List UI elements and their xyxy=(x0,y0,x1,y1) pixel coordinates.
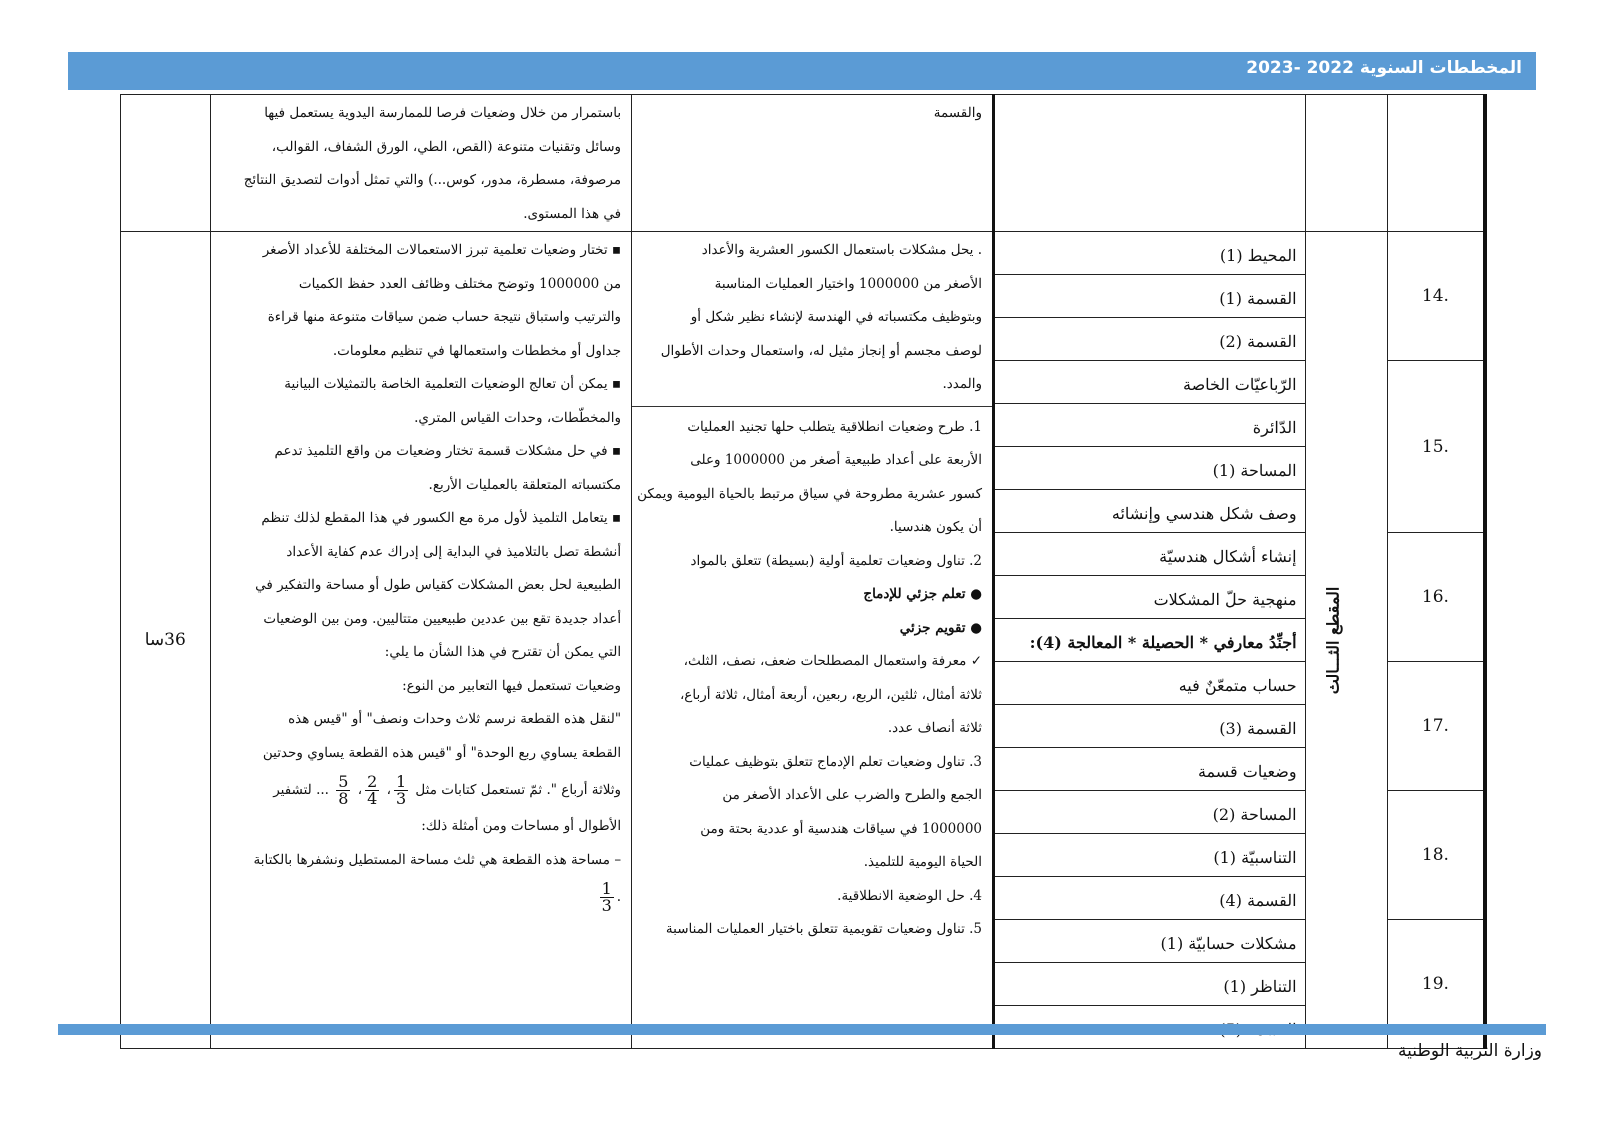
note-line: ▪ يتعامل التلميذ لأول مرة مع الكسور في هذا المقطع لذلك تنظم xyxy=(219,502,622,536)
lesson-title: القسمة (4) xyxy=(994,877,1306,920)
note-line: أعداد جديدة تقع بين عددين طبيعيين متتاليين. ومن بين الوضعيات xyxy=(263,610,622,627)
note-line: التي يمكن أن تقترح في هذا الشأن ما يلي: xyxy=(384,644,622,660)
note-line: الطبيعية لحل بعض المشكلات كقياس طول أو مساحة والتفكير في xyxy=(255,577,622,593)
lesson-title: مشكلات حسابيّة (1) xyxy=(994,920,1306,963)
continuation-row xyxy=(121,95,1486,232)
note-line: الأطوال أو مساحات ومن أمثلة ذلك: xyxy=(421,818,622,834)
note-text: ... لتشفير xyxy=(273,782,329,798)
activity-line: 1000000 في سياقات هندسية أو عددية بحتة ومن xyxy=(700,820,983,837)
header-title: المخططات السنوية 2022 -2023 xyxy=(1246,58,1522,78)
note-line: من 1000000 وتوضح مختلف وظائف العدد حفظ الكميات xyxy=(298,275,622,292)
note-line: مرصوفة، مسطرة، مدور، كوس...) والتي تمثل أدوات لتصديق النتائج xyxy=(243,172,622,188)
fraction-denominator: 3 xyxy=(395,789,407,808)
segment-label-cell xyxy=(1305,232,1387,1049)
week-number: 16. xyxy=(1387,533,1485,662)
lesson-title: المساحة (1) xyxy=(994,447,1306,490)
note-line: أنشطة تصل بالتلاميذ في البداية إلى إدراك عدم كفاية الأعداد xyxy=(286,543,622,560)
notes-cell xyxy=(210,232,632,1049)
duration: 36سا xyxy=(121,232,211,1049)
lesson-cell-empty xyxy=(994,95,1306,232)
note-line: القطعة يساوي ربع الوحدة" أو "قيس هذه القطعة يساوي وحدتين xyxy=(262,744,622,761)
note-line: ▪ تختار وضعيات تعلمية تبرز الاستعمالات المختلفة للأعداد الأصغر xyxy=(219,234,622,268)
fraction-denominator: 3 xyxy=(601,896,612,915)
activity-line: 5. تناول وضعيات تقويمية تتعلق باختيار العمليات المناسبة xyxy=(665,921,983,937)
annual-plan-table xyxy=(120,94,1487,1049)
lesson-title: حساب متمعّنٌ فيه xyxy=(994,662,1306,705)
fraction-numerator: 5 xyxy=(338,772,349,791)
activities-cell xyxy=(632,232,994,1049)
activity-line: الحياة اليومية للتلميذ. xyxy=(863,854,983,870)
duration-cell-empty xyxy=(121,95,211,232)
segment-label: المقطع الثـــالث xyxy=(1323,586,1343,694)
terms-line: ثلاثة أمثال، ثلثين، الربع، ربعين، أربعة أمثال، ثلاثة أرباع، xyxy=(679,686,983,703)
fraction xyxy=(365,774,379,807)
fraction-numerator: 1 xyxy=(395,772,407,791)
week-number: 14. xyxy=(1387,232,1485,361)
activity-line: 4. حل الوضعية الانطلاقية. xyxy=(837,887,983,904)
week-number: 15. xyxy=(1387,361,1485,533)
activity-line: 1. طرح وضعيات انطلاقية يتطلب حلها تجنيد العمليات xyxy=(687,418,983,435)
competency-line: لوصف مجسم أو إنجاز مثيل له، واستعمال وحدات الأطوال xyxy=(660,342,983,359)
lesson-title: أجنِّدُ معارفي * الحصيلة * المعالجة (4): xyxy=(994,619,1306,662)
fraction-denominator: 4 xyxy=(367,789,378,808)
lesson-title: وضعيات قسمة xyxy=(994,748,1306,791)
lesson-title: وصف شكل هندسي وإنشائه xyxy=(994,490,1306,533)
note-line: والمخطّطات، وحدات القياس المتري. xyxy=(414,409,622,426)
week-number: 19. xyxy=(1387,920,1485,1049)
note-line: ▪ في حل مشكلات قسمة تختار وضعيات من واقع التلميذ تدعم xyxy=(219,435,622,469)
competency-line: الأصغر من 1000000 واختيار العمليات المناسبة xyxy=(714,275,983,292)
lesson-row xyxy=(121,232,1486,275)
lesson-title: منهجية حلّ المشكلات xyxy=(994,576,1306,619)
footer-bar xyxy=(58,1024,1546,1035)
fraction xyxy=(336,774,350,807)
notes-continuation-cell xyxy=(210,95,632,232)
note-text: وثلاثة أرباع ". ثمّ تستعمل كتابات مثل xyxy=(415,782,622,798)
fraction-line: وثلاثة أرباع ". ثمّ تستعمل كتابات مثل $\frac{1}{3}$ ، $\frac{2}{4}$ ، $\frac{5}{8}$ ... لتشفير xyxy=(273,772,622,808)
lesson-title: المساحة (2) xyxy=(994,791,1306,834)
lesson-title: التناظر (1) xyxy=(994,963,1306,1006)
note-line: والترتيب واستباق نتيجة حساب ضمن سياقات متنوعة منها قراءة xyxy=(267,309,622,325)
note-line: "لنقل هذه القطعة نرسم ثلاث وحدات ونصف" أو "قيس هذه xyxy=(288,711,622,727)
week-number: 18. xyxy=(1387,791,1485,920)
activity-line: 2. تناول وضعيات تعلمية أولية (بسيطة) تتعلق بالمواد xyxy=(690,552,983,569)
activity-line: كسور عشرية مطروحة في سياق مرتبط بالحياة اليومية ويمكن xyxy=(637,485,983,502)
fraction xyxy=(394,774,408,807)
note-line: وسائل وتقنيات متنوعة (القص، الطي، الورق الشفاف، القوالب، xyxy=(271,138,622,155)
lesson-title: الرّباعيّات الخاصة xyxy=(994,361,1306,404)
note-line: وضعيات تستعمل فيها التعابير من النوع: xyxy=(402,677,622,694)
activity-line: أن يكون هندسيا. xyxy=(889,519,983,535)
activity-line: 3. تناول وضعيات تعلم الإدماج تتعلق بتوظيف عمليات xyxy=(689,753,983,770)
header-bar xyxy=(68,52,1536,90)
note-line: – مساحة هذه القطعة هي ثلث مساحة المستطيل ونشفرها بالكتابة xyxy=(253,851,622,868)
week-cell-empty xyxy=(1387,95,1485,232)
note-line: ▪ يمكن أن تعالج الوضعيات التعلمية الخاصة بالتمثيلات البيانية xyxy=(219,368,622,402)
lesson-title: إنشاء أشكال هندسيّة xyxy=(994,533,1306,576)
lesson-title: القسمة (3) xyxy=(994,705,1306,748)
lesson-title: القسمة (2) xyxy=(994,318,1306,361)
lesson-title: التناسبيّة (1) xyxy=(994,834,1306,877)
segment-cell-empty xyxy=(1305,95,1387,232)
lesson-title: المحيط (1) xyxy=(994,232,1306,275)
resources-text: والقسمة xyxy=(933,105,983,121)
fraction xyxy=(600,881,614,914)
lesson-title: الدّائرة xyxy=(994,404,1306,447)
divider xyxy=(632,406,992,407)
activity-line: الأربعة على أعداد طبيعية أصغر من 1000000 وعلى xyxy=(690,452,983,468)
lesson-title: القسمة (1) xyxy=(994,275,1306,318)
note-line: باستمرار من خلال وضعيات فرصا للممارسة اليدوية يستعمل فيها xyxy=(264,105,622,121)
competency-line: والمدد. xyxy=(942,376,983,392)
terms-line: ثلاثة أنصاف عدد. xyxy=(887,720,983,736)
competency-line: . يحل مشكلات باستعمال الكسور العشرية والأعداد xyxy=(701,242,983,258)
week-number: 17. xyxy=(1387,662,1485,791)
fraction-numerator: 2 xyxy=(367,772,378,791)
resources-cell xyxy=(632,95,994,232)
final-fraction-line: . $\frac{1}{3}$ xyxy=(601,879,622,915)
note-line: في هذا المستوى. xyxy=(523,205,622,222)
activity-line: الجمع والطرح والضرب على الأعداد الأصغر من xyxy=(722,787,983,803)
footer-ministry: وزارة التربية الوطنية xyxy=(1397,1041,1542,1061)
fraction-numerator: 1 xyxy=(601,879,612,898)
partial-eval-heading: ● تقويم جزئي xyxy=(899,619,983,636)
note-line: مكتسباته المتعلقة بالعمليات الأربع. xyxy=(428,476,622,493)
partial-integration-heading: ● تعلم جزئي للإدماج xyxy=(863,586,983,602)
terms-line: ✓ معرفة واستعمال المصطلحات ضعف، نصف، الثلث، xyxy=(683,653,983,669)
fraction-denominator: 8 xyxy=(338,789,349,808)
note-line: جداول أو مخططات واستعمالها في تنظيم معلومات. xyxy=(332,342,622,359)
competency-line: وبتوظيف مكتسباته في الهندسة لإنشاء نظير شكل أو xyxy=(690,309,983,325)
